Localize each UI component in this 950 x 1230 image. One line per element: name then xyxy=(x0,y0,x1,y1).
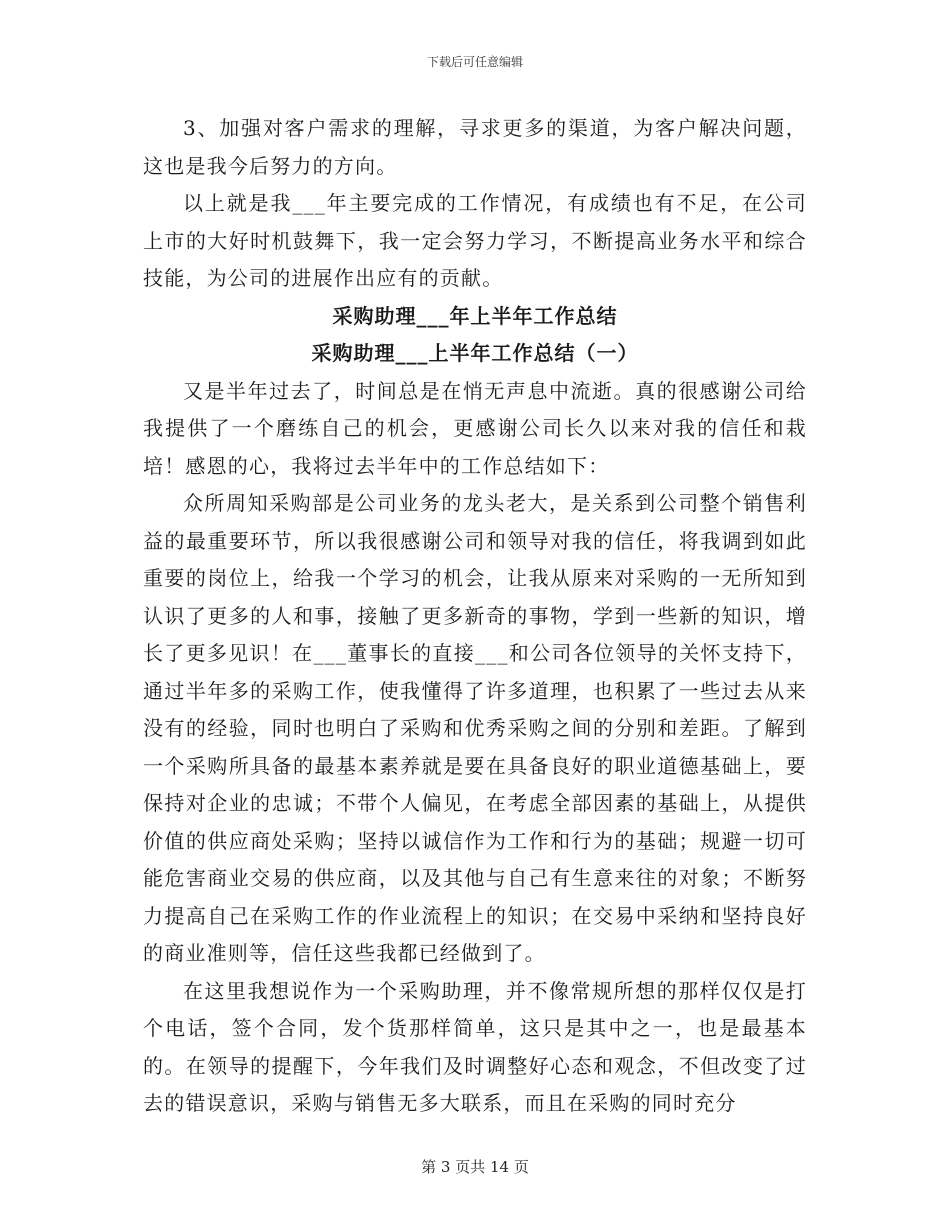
page-header: 下载后可任意编辑 xyxy=(426,55,523,69)
subsection-title: 采购助理___上半年工作总结（一） xyxy=(311,341,639,365)
document-body xyxy=(143,110,807,1123)
paragraph-4: 众所周知采购部是公司业务的龙头老大，是关系到公司整个销售利益的最重要环节，所以我很感谢公司和领导对我的信任，将我调到如此重要的岗位上，给我一个学习的机会，让我从原来对采购的一无所知到认识了更多的人和事，接触了更多新奇的事物，学到一些新的知识，增长了更多见识！在___董事长的直接___和公司各位领导的关怀支持下，通过半年多的采购工作，使我懂得了许多道理，也积累了一些过去从来没有的经验，同时也明白了采购和优秀采购之间的分别和差距。了解到一个采购所具备的最基本素养就是要在具备良好的职业道德基础上，要保持对企业的忠诚；不带个人偏见，在考虑全部因素的基础上，从提供价值的供应商处采购；坚持以诚信作为工作和行为的基础；规避一切可能危害商业交易的供应商，以及其他与自己有生意来往的对象；不断努力提高自己在采购工作的作业流程上的知识；在交易中采纳和坚持良好的商业准则等，信任这些我都已经做到了。 xyxy=(143,491,807,965)
paragraph-1: 3、加强对客户需求的理解，寻求更多的渠道，为客户解决问题，这也是我今后努力的方向。 xyxy=(143,116,807,178)
paragraph-5: 在这里我想说作为一个采购助理，并不像常规所想的那样仅仅是打个电话，签个合同，发个货那样简单，这只是其中之一，也是最基本的。在领导的提醒下，今年我们及时调整好心态和观念，不但改变了过去的错误意识，采购与销售无多大联系，而且在采购的同时充分 xyxy=(143,978,807,1115)
section-title: 采购助理___年上半年工作总结 xyxy=(332,303,618,328)
paragraph-3: 又是半年过去了，时间总是在悄无声息中流逝。真的很感谢公司给我提供了一个磨练自己的机会，更感谢公司长久以来对我的信任和栽培！感恩的心，我将过去半年中的工作总结如下： xyxy=(143,378,807,478)
page-footer: 第 3 页共 14 页 xyxy=(421,1158,529,1176)
paragraph-2: 以上就是我___年主要完成的工作情况，有成绩也有不足，在公司上市的大好时机鼓舞下，我一定会努力学习，不断提高业务水平和综合技能，为公司的进展作出应有的贡献。 xyxy=(143,191,807,290)
